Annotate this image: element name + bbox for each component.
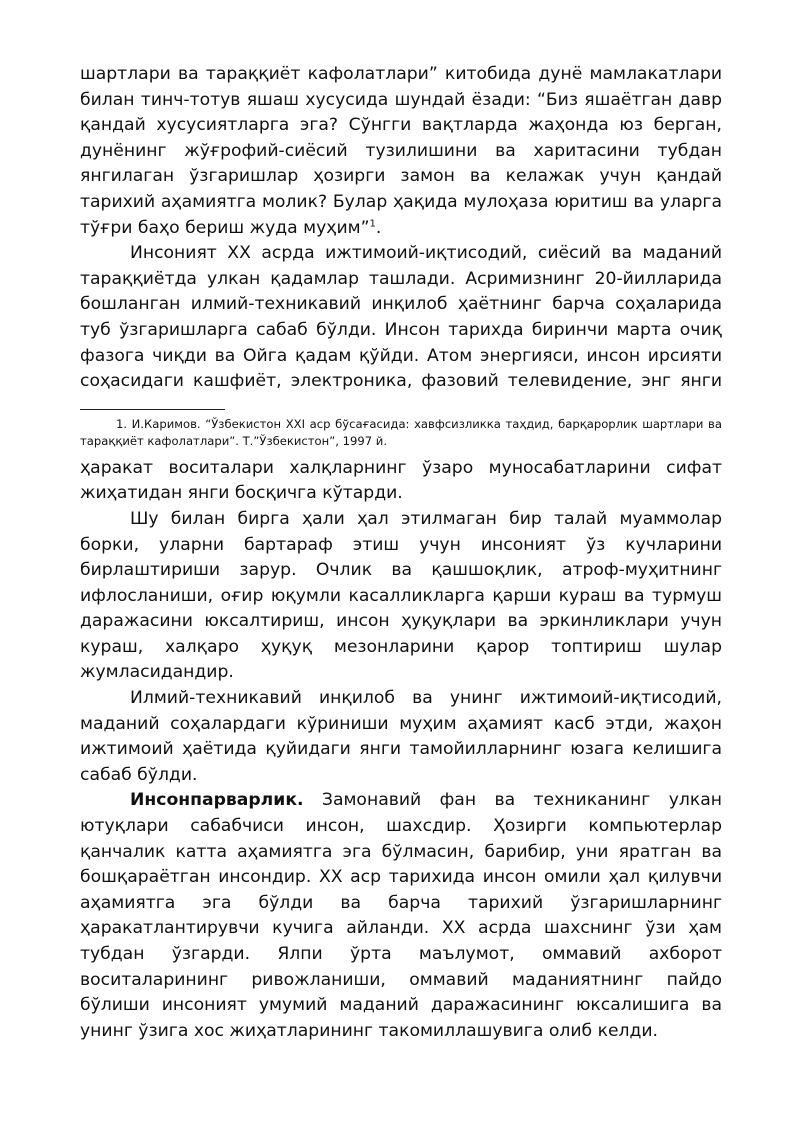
paragraph-1-text: шартлари ва тараққиёт кафолатлари” китобида дунё мамлакатлари билан тинч-тотув яшаш хусусида шундай ёзади: “Биз яшаётган давр қандай хусусиятларга эга? Сўнгги вақтларда жаҳонда юз берган, дунёнинг жўғрофий-сиёсий тузилишини ва харитасини тубдан янгилаган ўзгаришлар ҳозирги замон ва келажак учун қандай тарихий аҳамиятга молик? Булар ҳақида мулоҳаза юритиш ва уларга тўғри баҳо бериш жуда муҳим” [80, 64, 722, 238]
paragraph-2-bottom: ҳаракат воситалари халқларнинг ўзаро муносабатларини сифат жиҳатидан янги босқичга кўтарди. [80, 457, 722, 504]
paragraph-4: Илмий-техникавий инқилоб ва унинг ижтимоий-иқтисодий, маданий соҳалардаги кўриниши муҳим аҳамият касб этди, жаҳон ижтимоий ҳаётида қуйидаги янги тамойилларнинг юзага келишига сабаб бўлди. [80, 688, 722, 785]
paragraph-2-top: Инсоният XX асрда ижтимоий-иқтисодий, сиёсий ва маданий тараққиётда улкан қадамлар ташлади. Асримизнинг 20-йилларида бошланган илмий-техникавий инқилоб ҳаётнинг барча соҳаларида туб ўзгаришларга сабаб бўлди. Инсон тарихда биринчи марта очиқ фазога чиқди ва Ойга қадам қўйди. Атом энергияси, инсон ирсияти соҳасидаги кашфиёт, электроника, фазовий телевидение, энг янги [80, 243, 722, 392]
footnote-separator [80, 409, 225, 410]
paragraph-3: Шу билан бирга ҳали ҳал этилмаган бир талай муаммолар борки, уларни бартараф этиш учун инсоният ўз кучларини бирлаштириши зарур. Очлик ва қашшоқлик, атроф-муҳитнинг ифлосланиши, оғир юқумли касалликларга қарши кураш ва турмуш даражасини юксалтириш, инсон ҳуқуқлари ва эркинликлари учун кураш, халқаро ҳуқуқ мезонларини қарор топтириш шулар жумласидандир. [80, 508, 722, 683]
paragraph-1-end: . [375, 217, 382, 238]
footnote-reference: 1 [369, 217, 376, 229]
paragraph-5 [80, 788, 722, 1044]
paragraph-5-term: Инсонпарварлик. [130, 790, 304, 811]
paragraph-5-text: Замонавий фан ва техниканинг улкан ютуқлари сабабчиси инсон, шахсдир. Ҳозирги компьютерлар қанчалик катта аҳамиятга эга бўлмасин, барибир, уни яратган ва бошқараётган инсондир. XX аср тарихида инсон омили ҳал қилувчи аҳамиятга эга бўлди ва барча тарихий ўзгаришларнинг ҳаракатлантирувчи кучига айланди. XX асрда шахснинг ўзи ҳам тубдан ўзгарди. Ялпи ўрта маълумот, оммавий ахборот воситаларининг ривожланиши, оммавий маданиятнинг пайдо бўлиши инсоният умумий маданий даражасининг юксалишига ва унинг ўзига хос жиҳатларининг такомиллашувига олиб келди. [80, 790, 722, 1041]
paragraph-1 [80, 62, 722, 241]
footnote: 1. И.Каримов. “Ўзбекистон XXI аср бўсағасида: хавфсизликка таҳдид, барқарорлик шартлари ва тараққиёт кафолатлари”. Т.”Ўзбекистон”, 1997 й. [80, 416, 722, 448]
